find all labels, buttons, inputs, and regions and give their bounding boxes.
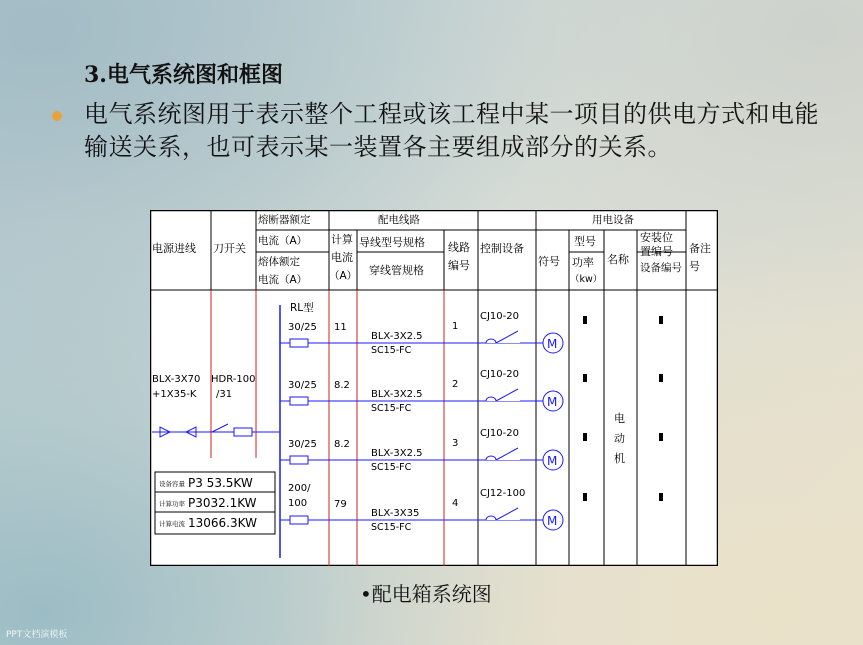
incoming-spec-2: +1X35-K [152, 389, 197, 400]
circuit-fuse-rating: 30/25 [288, 322, 317, 333]
bullet-dot-icon [52, 111, 62, 121]
circuit-calc-current: 8.2 [334, 439, 350, 450]
template-footer: PPT文档演模板 [6, 630, 68, 640]
circuit-calc-current: 79 [334, 499, 347, 510]
circuit-fuse-rating: 30/25 [288, 380, 317, 391]
summary-calc-power: P3032.1KW [188, 496, 257, 510]
equipment-name-2: 动 [614, 432, 625, 445]
incoming-spec-1: BLX-3X70 [152, 374, 201, 385]
header-line-no-2: 编号 [448, 259, 470, 272]
motor-label: M [547, 454, 558, 468]
diagram-svg [150, 210, 718, 566]
circuit-control-device: CJ10-20 [480, 369, 519, 380]
circuit-conduit-spec: SC15-FC [371, 522, 412, 533]
circuit-line-no: 3 [452, 438, 459, 449]
header-control: 控制设备 [480, 242, 524, 255]
circuit-wire-spec: BLX-3X2.5 [371, 331, 423, 342]
circuit-control-device: CJ12-100 [480, 488, 526, 499]
header-power-2: （kw） [570, 274, 603, 285]
circuit-line-no: 4 [452, 498, 459, 509]
circuit-wire-spec: BLX-3X2.5 [371, 448, 423, 459]
equipment-name-3: 机 [614, 452, 625, 465]
knife-spec-1: HDR-100 [211, 374, 256, 385]
header-remark-2: 号 [689, 260, 700, 273]
header-power-1: 功率 [572, 256, 594, 269]
summary-installed: P3 53.5KW [188, 476, 253, 490]
header-knife-switch: 刀开关 [213, 242, 246, 255]
circuit-conduit-spec: SC15-FC [371, 403, 412, 414]
header-fuse-3: 熔体额定 [258, 256, 300, 268]
rating-mark-icon [583, 374, 587, 382]
circuit-wire-spec: BLX-3X35 [371, 508, 420, 519]
circuit-calc-current: 11 [334, 322, 347, 333]
header-line-no-1: 线路 [448, 241, 470, 254]
motor-label: M [547, 395, 558, 409]
circuit-line-no: 1 [452, 321, 459, 332]
header-calc-2: 电流 [331, 251, 353, 264]
header-fuse-1: 熔断器额定 [258, 214, 311, 226]
header-fuse-4: 电流（A） [258, 274, 308, 286]
summary-box [155, 472, 275, 534]
circuit-conduit-spec: SC15-FC [371, 462, 412, 473]
header-calc-1: 计算 [331, 233, 353, 246]
fuse-icon [290, 339, 308, 347]
header-install-2: 置编号 [640, 245, 673, 258]
fuse-icon [290, 397, 308, 405]
header-name: 名称 [607, 253, 629, 266]
device-number-mark-icon [659, 316, 663, 324]
summary-calc-prefix: 计算功率 [159, 500, 185, 508]
header-device-no: 设备编号 [640, 262, 682, 274]
header-install-1: 安装位 [640, 231, 673, 244]
slide-paragraph: 电气系统图用于表示整个工程或该工程中某一项目的供电方式和电能输送关系，也可表示某一装置各主要组成部分的关系。 [84, 100, 819, 161]
summary-calc-current: 13066.3KW [188, 516, 257, 530]
circuit-conduit-spec: SC15-FC [371, 345, 412, 356]
circuit-wire-spec: BLX-3X2.5 [371, 389, 423, 400]
slide-title: 3.电气系统图和框图 [84, 62, 283, 88]
summary-installed-prefix: 设备容量 [159, 480, 185, 488]
circuit-calc-current: 8.2 [334, 380, 350, 391]
header-incoming: 电源进线 [152, 242, 196, 255]
circuit-control-device: CJ10-20 [480, 311, 519, 322]
motor-label: M [547, 514, 558, 528]
header-wire-spec: 导线型号规格 [359, 236, 425, 249]
circuit-line-no: 2 [452, 379, 459, 390]
distribution-box-diagram [150, 210, 718, 566]
motor-label: M [547, 337, 558, 351]
circuit-fuse-rating-bottom: 100 [288, 498, 308, 509]
header-distribution: 配电线路 [378, 214, 420, 226]
rating-mark-icon [583, 316, 587, 324]
circuit-control-device: CJ10-20 [480, 428, 519, 439]
equipment-name-1: 电 [614, 412, 625, 425]
knife-spec-2: /31 [216, 389, 233, 400]
device-number-mark-icon [659, 433, 663, 441]
header-symbol: 符号 [538, 255, 560, 268]
circuit-fuse-rating-top: 200/ [288, 483, 311, 494]
circuit-group [280, 311, 663, 533]
device-number-mark-icon [659, 374, 663, 382]
equipment-name [614, 411, 625, 465]
header-calc-3: （A） [329, 270, 358, 282]
fuse-icon [290, 516, 308, 524]
diagram-caption: •配电箱系统图 [360, 582, 492, 606]
body-column-dividers [211, 290, 686, 566]
fuse-icon [290, 456, 308, 464]
rating-mark-icon [583, 493, 587, 501]
header-fuse-2: 电流（A） [258, 235, 308, 247]
header-remark-1: 备注 [689, 242, 711, 255]
header-model: 型号 [574, 235, 596, 248]
summary-current-prefix: 计算电流 [159, 520, 185, 528]
rating-mark-icon [583, 433, 587, 441]
circuit-fuse-rating: 30/25 [288, 439, 317, 450]
header-equipment: 用电设备 [592, 214, 634, 226]
device-number-mark-icon [659, 493, 663, 501]
fuse-type: RL型 [290, 302, 314, 314]
header-conduit-spec: 穿线管规格 [369, 264, 424, 277]
